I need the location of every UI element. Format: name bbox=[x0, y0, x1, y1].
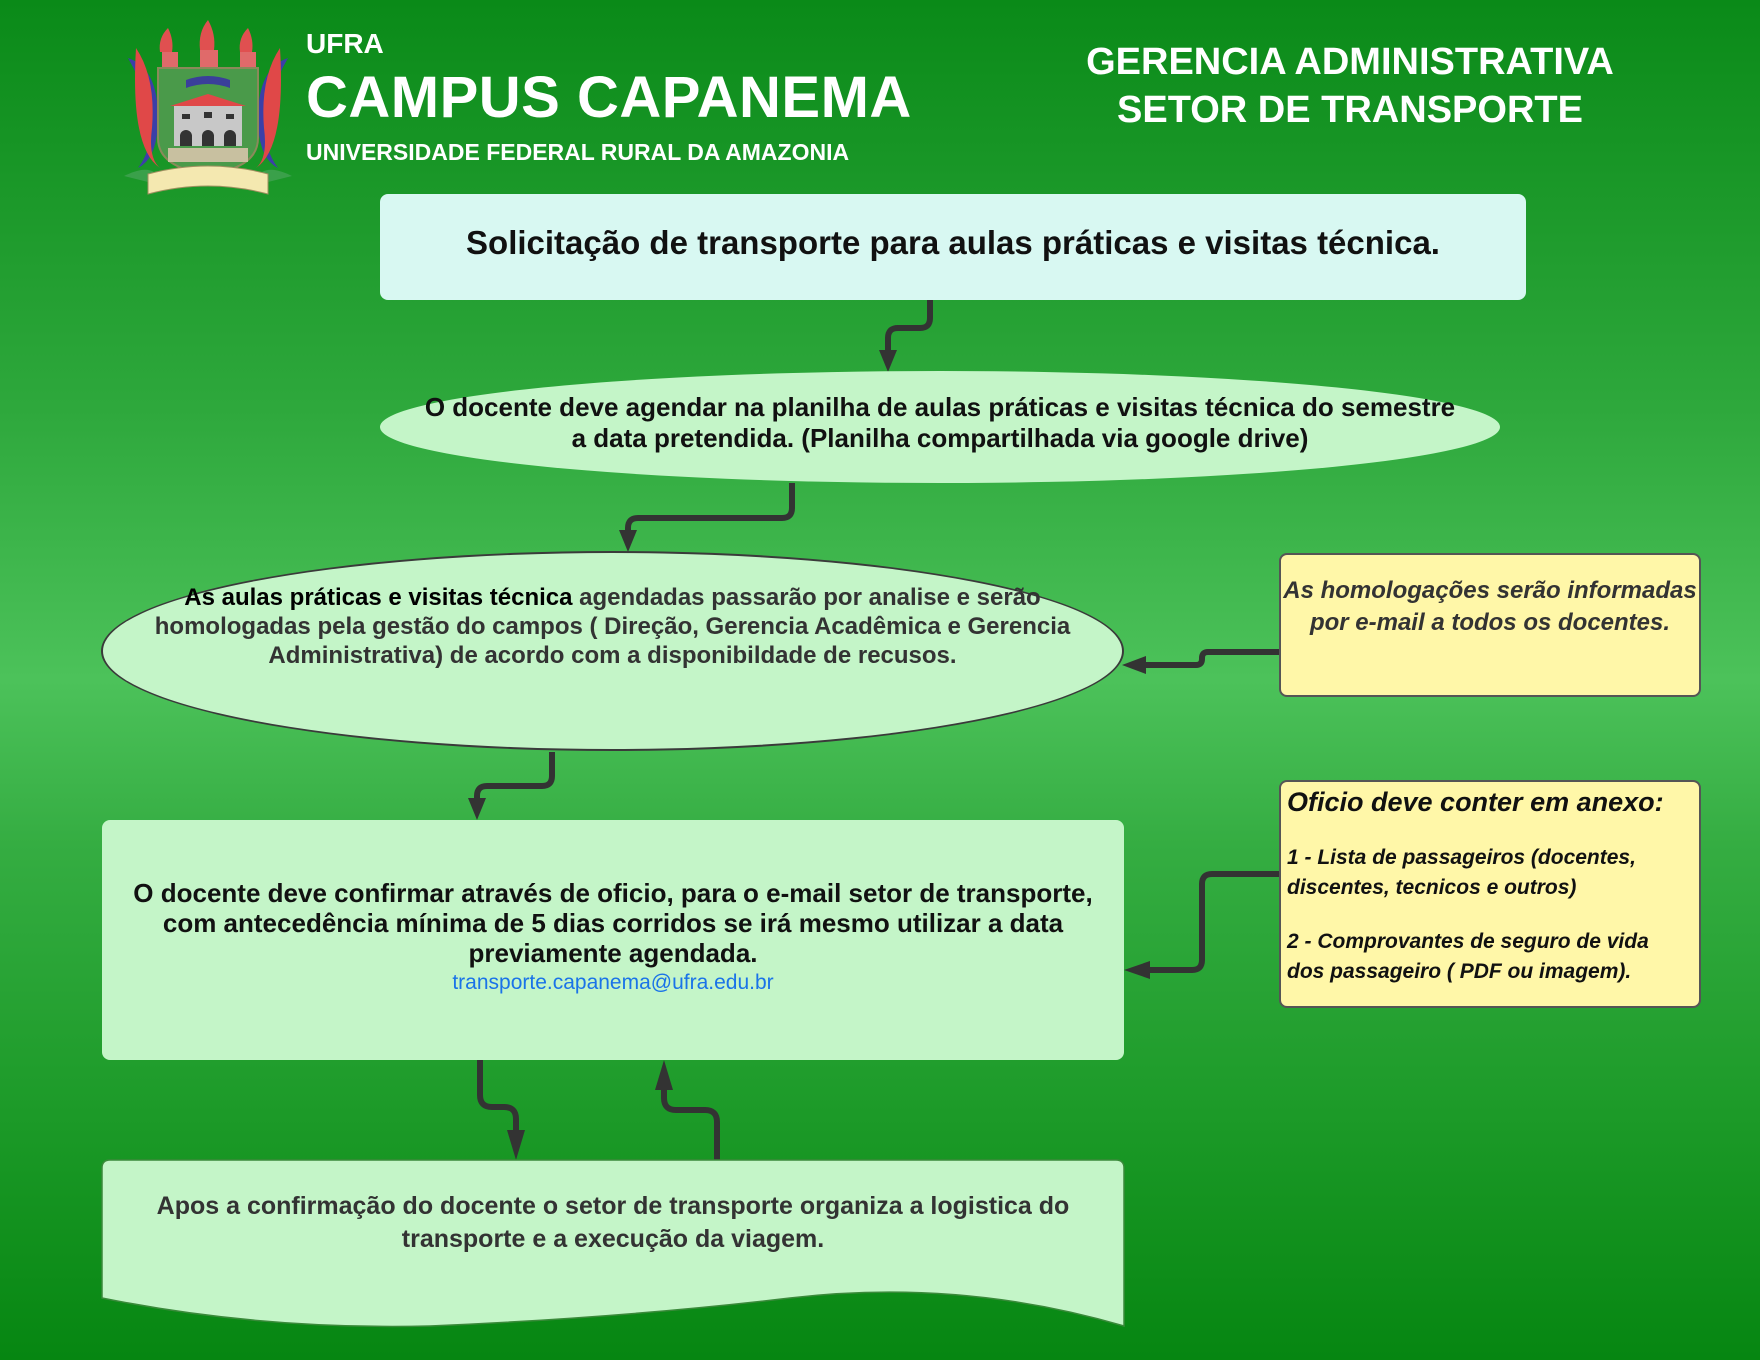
header-university-name: UNIVERSIDADE FEDERAL RURAL DA AMAZONIA bbox=[306, 139, 850, 165]
connector-note2-step3 bbox=[1150, 874, 1279, 970]
step-logistics-text: Apos a confirmação do docente o setor de transporte organiza a logistica do transporte e a execução da viagem. bbox=[156, 1192, 1070, 1253]
department-line-1: GERENCIA ADMINISTRATIVA bbox=[1086, 41, 1614, 83]
step-homologation-rest: agendadas passarão por analise e serão homologadas pela gestão do campos ( Direção, Gerencia Acadêmica e Gerencia Administrativa) de acordo com a disponibildade de recusos. bbox=[154, 583, 1071, 669]
step-schedule-text: O docente deve agendar na planilha de aulas práticas e visitas técnica do semestre a data pretendida. (Planilha compartilhada via google drive) bbox=[424, 392, 1456, 453]
step-homologation-ellipse bbox=[101, 551, 1124, 751]
step-schedule-ellipse bbox=[380, 371, 1500, 483]
step-homologation-text bbox=[133, 583, 1092, 670]
header-campus-title: CAMPUS CAPANEMA bbox=[306, 65, 912, 130]
step-confirm-text: O docente deve confirmar através de oficio, para o e-mail setor de transporte, com antecedência mínima de 5 dias corridos se irá mesmo utilizar a data previamente agendada. bbox=[133, 878, 1093, 968]
note-oficio-title: Oficio deve conter em anexo: bbox=[1287, 787, 1664, 817]
note-homologation-email bbox=[1279, 553, 1701, 697]
connector-step3-step4 bbox=[480, 1060, 516, 1132]
step-homologation-lead: As aulas práticas e visitas técnica bbox=[184, 583, 573, 611]
note-oficio-item-2: 2 - Comprovantes de seguro de vida dos passageiro ( PDF ou imagem). bbox=[1287, 930, 1649, 983]
step-confirm-box bbox=[102, 820, 1124, 1060]
connector-note1-step2 bbox=[1140, 652, 1279, 665]
connector-step4-step3 bbox=[664, 1088, 717, 1160]
connector-title-step1 bbox=[888, 300, 930, 352]
note-homologation-text: As homologações serão informadas por e-mail a todos os docentes. bbox=[1283, 577, 1697, 636]
note-oficio-attachments bbox=[1279, 780, 1701, 1008]
flow-title: Solicitação de transporte para aulas práticas e visitas técnica. bbox=[466, 224, 1440, 261]
department-line-2: SETOR DE TRANSPORTE bbox=[1117, 89, 1583, 131]
header-acronym: UFRA bbox=[306, 28, 384, 59]
transport-email-link[interactable]: transporte.capanema@ufra.edu.br bbox=[452, 971, 774, 994]
note-oficio-item-1: 1 - Lista de passageiros (docentes, discentes, tecnicos e outros) bbox=[1287, 846, 1636, 899]
connector-step2-step3 bbox=[477, 752, 552, 800]
flow-title-box bbox=[380, 194, 1526, 300]
connector-step1-step2 bbox=[628, 483, 792, 532]
